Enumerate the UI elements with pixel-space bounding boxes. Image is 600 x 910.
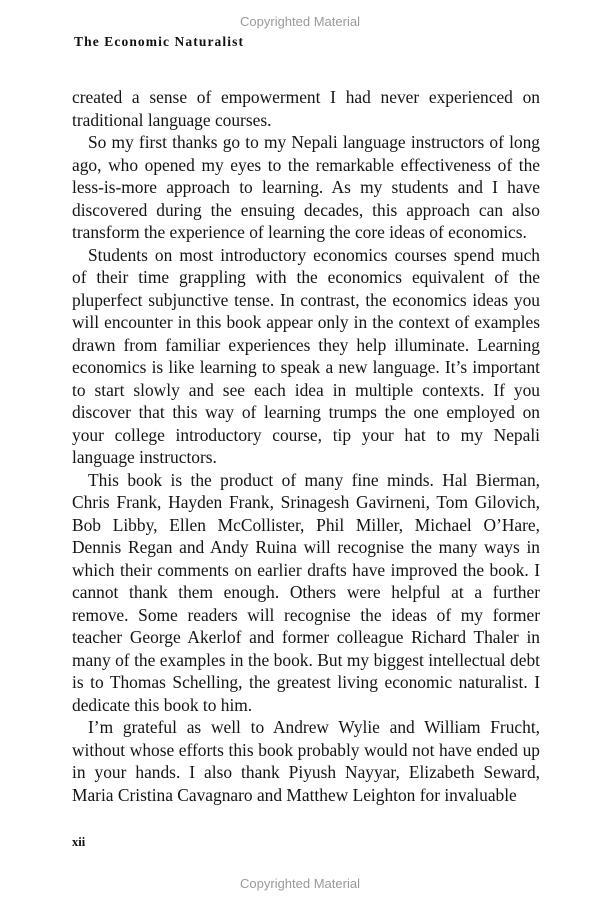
copyright-watermark-top: Copyrighted Material — [240, 14, 360, 29]
paragraph-continuation: created a sense of empowerment I had never experienced on traditional language courses. — [72, 87, 540, 130]
paragraph-acknowledgements: This book is the product of many fine minds. Hal Bierman, Chris Frank, Hayden Frank, Srinagesh Gavirneni, Tom Gilovich, Bob Libby, Ellen McCollister, Phil Miller, Michael O’Hare, Dennis Regan and Andy Ruina will recognise the many ways in which their comments on earlier drafts have improved the book. I cannot thank them enough. Others were helpful at a further remove. Some readers will recognise the ideas of my former teacher George Akerlof and former colleague Richard Thaler in many of the examples in the book. But my biggest intellectual debt is to Thomas Schelling, the greatest living economic naturalist. I dedicate this book to him. — [72, 469, 540, 715]
body-text — [72, 86, 540, 806]
paragraph-introductory-courses: Students on most introductory economics courses spend much of their time grappling with the economics equivalent of the pluperfect subjunctive tense. In contrast, the economics ideas you will encounter in this book appear only in the context of examples drawn from familiar experiences they help illuminate. Learning economics is like learning to speak a new language. It’s important to start slowly and see each idea in multiple contexts. If you discover that this way of learning trumps the one employed on your college introductory course, tip your hat to my Nepali language instructors. — [72, 244, 540, 467]
page-number: xii — [72, 835, 86, 849]
paragraph-nepali-thanks: So my first thanks go to my Nepali language instructors of long ago, who opened my eyes to the remarkable effectiveness of the less-is-more approach to learning. As my students and I have discovered during the ensuing decades, this approach can also transform the experience of learning the core ideas of economics. — [72, 132, 540, 242]
running-head: The Economic Naturalist — [74, 34, 245, 49]
copyright-watermark-bottom: Copyrighted Material — [240, 876, 360, 891]
paragraph-gratitude: I’m grateful as well to Andrew Wylie and William Frucht, without whose efforts this book probably would not have ended up in your hands. I also thank Piyush Nayyar, Elizabeth Seward, Maria Cristina Cavagnaro and Matthew Leighton for invaluable — [72, 717, 540, 805]
